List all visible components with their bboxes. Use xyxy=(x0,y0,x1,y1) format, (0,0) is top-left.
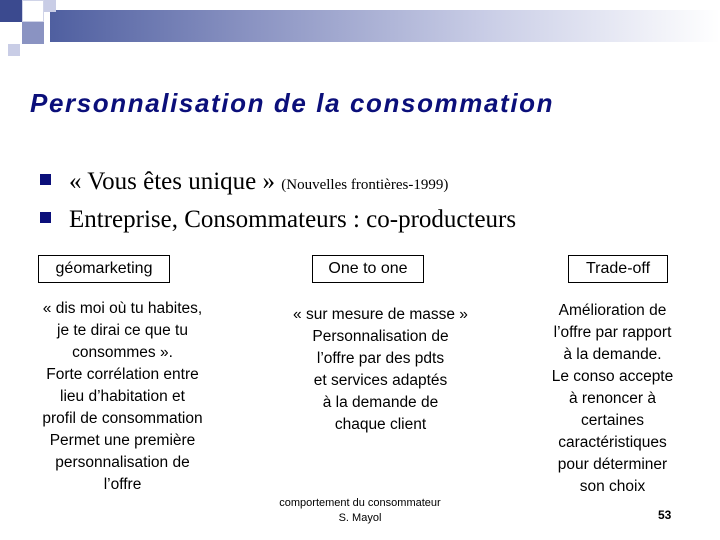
column-text-geomarketing xyxy=(20,298,225,496)
text-line: consommes ». xyxy=(72,344,173,361)
text-line: l’offre par des pdts xyxy=(316,350,445,367)
footer-author: S. Mayol xyxy=(338,512,382,524)
bullet-text: « Vous êtes unique » xyxy=(69,168,276,195)
text-line: je te dirai ce que tu xyxy=(57,322,188,339)
text-line: chaque client xyxy=(334,416,427,433)
text-line: Amélioration de xyxy=(558,302,667,319)
text-line: son choix xyxy=(579,478,646,495)
column-heading-trade-off: Trade-off xyxy=(568,255,668,283)
column-heading-one-to-one: One to one xyxy=(312,255,424,283)
text-line: caractéristiques xyxy=(558,434,667,451)
text-line: Forte corrélation entre xyxy=(46,366,199,383)
text-line: Permet une première xyxy=(49,432,196,449)
footer xyxy=(265,496,455,526)
text-line: et services adaptés xyxy=(313,372,448,389)
text-line: pour déterminer xyxy=(557,456,668,473)
text-line: Personnalisation de xyxy=(312,328,449,345)
text-line: lieu d’habitation et xyxy=(60,388,185,405)
text-line: à renoncer à xyxy=(568,390,657,407)
square-bullet-icon xyxy=(40,212,51,223)
bullet-source: (Nouvelles frontières-1999) xyxy=(281,177,449,193)
column-text-trade-off xyxy=(525,300,700,498)
page-title: Personnalisation de la consommation xyxy=(30,88,555,118)
text-line: l’offre par rapport xyxy=(553,324,672,341)
footer-subject: comportement du consommateur xyxy=(279,497,441,509)
square-bullet-icon xyxy=(40,174,51,185)
text-line: personnalisation de xyxy=(55,454,190,471)
bullet-item-1 xyxy=(40,168,448,196)
bullet-text: Entreprise, Consommateurs : co-producteurs xyxy=(69,206,517,233)
page-number: 53 xyxy=(658,508,672,522)
header-gradient-bar xyxy=(50,10,720,42)
text-line: certaines xyxy=(581,412,644,429)
text-line: à la demande de xyxy=(322,394,439,411)
column-text-one-to-one xyxy=(268,304,493,436)
text-line: Le conso accepte xyxy=(551,368,674,385)
text-line: à la demande. xyxy=(563,346,662,363)
column-heading-geomarketing: géomarketing xyxy=(38,255,170,283)
text-line: profil de consommation xyxy=(42,410,203,427)
text-line: l’offre xyxy=(103,476,142,493)
bullet-item-2 xyxy=(40,206,516,234)
text-line: « dis moi où tu habites, xyxy=(42,300,203,317)
text-line: « sur mesure de masse » xyxy=(293,306,468,323)
